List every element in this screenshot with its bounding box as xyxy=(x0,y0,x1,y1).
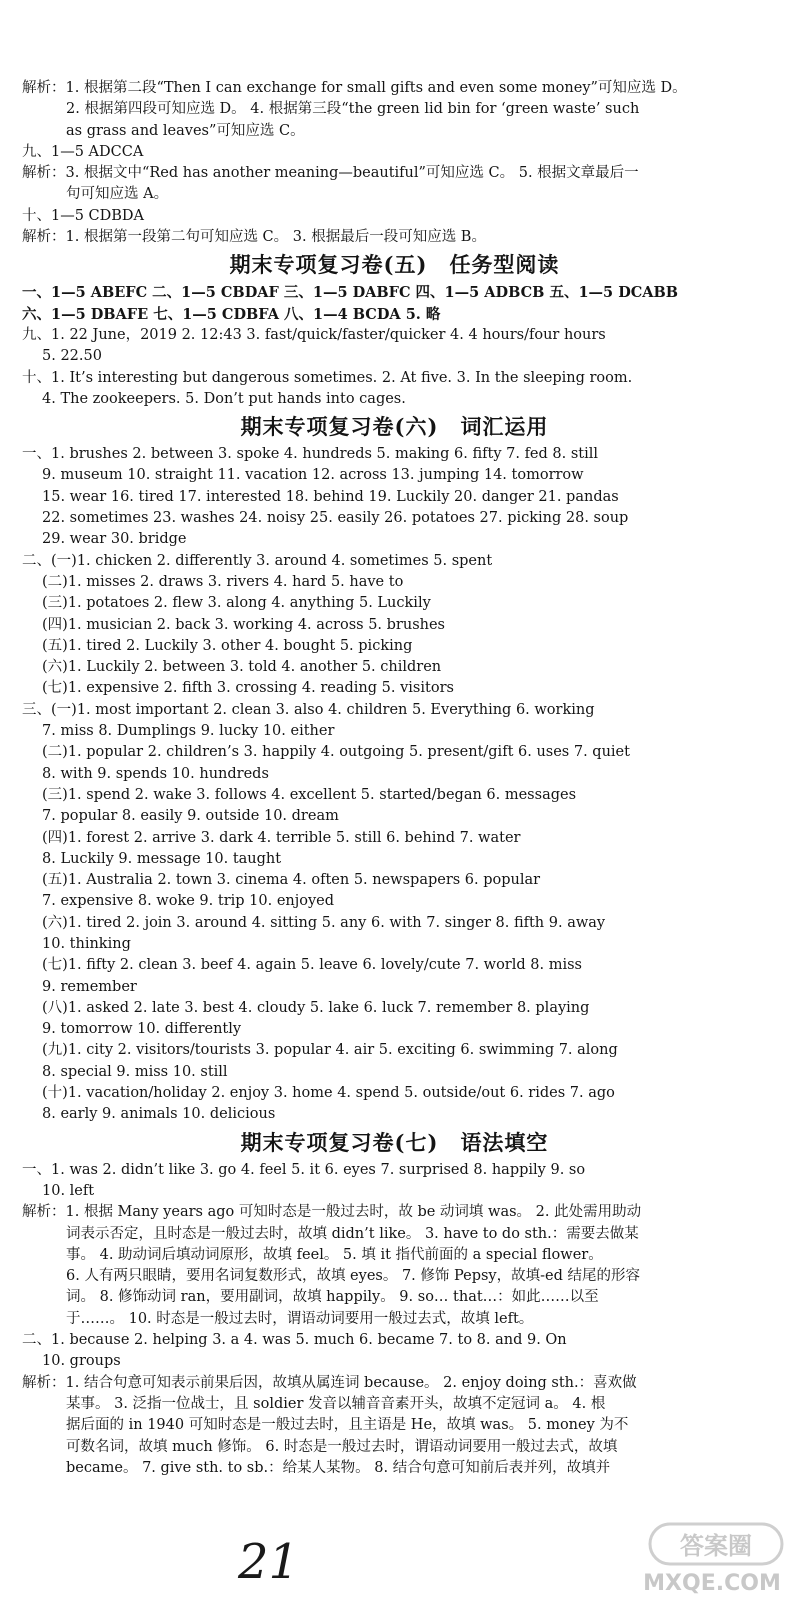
text-line: 词。 8. 修饰动词 ran，要用副词，故填 happily。 9. so… that…：如此……以至 xyxy=(66,1289,599,1306)
text-line: 据后面的 in 1940 可知时态是一般过去时，且主语是 He，故填 was。 5. money 为不 xyxy=(66,1417,629,1434)
handwritten-page-number xyxy=(232,1528,302,1588)
text-line: (五)1. Australia 2. town 3. cinema 4. often 5. newspapers 6. popular xyxy=(42,872,541,889)
text-line: (十)1. vacation/holiday 2. enjoy 3. home 4. spend 5. outside/out 6. rides 7. ago xyxy=(42,1085,615,1102)
section-heading-title: 期末专项复习卷(五) xyxy=(229,252,428,278)
text-line: 解析：1. 结合句意可知表示前果后因，故填从属连词 because。 2. enjoy doing sth.：喜欢做 xyxy=(22,1374,637,1391)
text-line: (四)1. forest 2. arrive 3. dark 4. terrible 5. still 6. behind 7. water xyxy=(42,829,521,846)
text-line: 解析：1. 根据第二段“Then I can exchange for small gifts and even some money”可知应选 D。 xyxy=(22,80,687,96)
text-line: (七)1. expensive 2. fifth 3. crossing 4. reading 5. visitors xyxy=(42,680,454,697)
text-line: 可数名词，故填 much 修饰。 6. 时态是一般过去时，谓语动词要用一般过去式，故填 xyxy=(66,1438,618,1455)
text-line: (五)1. tired 2. Luckily 3. other 4. bought 5. picking xyxy=(42,637,413,654)
handwritten-page-number-text: 21 xyxy=(238,1534,300,1588)
text-line: 九、1—5 ADCCA xyxy=(22,143,144,160)
section-heading xyxy=(22,1126,767,1160)
text-line: 词表示否定，且时态是一般过去时，故填 didn’t like。 3. have to do sth.：需要去做某 xyxy=(66,1225,639,1242)
text-line: 某事。 3. 泛指一位战士，且 soldier 发音以辅音音素开头，故填不定冠词 a。 4. 根 xyxy=(66,1395,606,1412)
text-line: 10. groups xyxy=(42,1353,121,1370)
section-heading-title: 期末专项复习卷(七) xyxy=(240,1129,439,1155)
text-line: (八)1. asked 2. late 3. best 4. cloudy 5. lake 6. luck 7. remember 8. playing xyxy=(42,999,590,1016)
section-heading-subtitle: 语法填空 xyxy=(460,1129,549,1155)
watermark-logo xyxy=(612,1518,788,1598)
section-heading-title: 期末专项复习卷(六) xyxy=(240,414,439,440)
text-line: 二、(一)1. chicken 2. differently 3. around 4. sometimes 5. spent xyxy=(22,552,493,569)
text-line: 8. early 9. animals 10. delicious xyxy=(42,1106,276,1123)
text-line: 一、1. brushes 2. between 3. spoke 4. hundreds 5. making 6. fifty 7. fed 8. still xyxy=(22,446,599,463)
section-heading-subtitle: 词汇运用 xyxy=(460,414,549,440)
text-line: (六)1. Luckily 2. between 3. told 4. another 5. children xyxy=(42,659,442,676)
section-heading xyxy=(22,248,767,282)
text-line: 10. left xyxy=(42,1182,95,1199)
text-line: 8. with 9. spends 10. hundreds xyxy=(42,765,269,782)
text-line: 7. popular 8. easily 9. outside 10. dream xyxy=(42,808,339,825)
text-line: became。 7. give sth. to sb.：给某人某物。 8. 结合句意可知前后表并列，故填并 xyxy=(66,1459,611,1476)
text-line: 于……。 10. 时态是一般过去时，谓语动词要用一般过去式，故填 left。 xyxy=(66,1310,534,1327)
text-line: 9. museum 10. straight 11. vacation 12. across 13. jumping 14. tomorrow xyxy=(42,467,584,484)
text-line: 7. miss 8. Dumplings 9. lucky 10. either xyxy=(42,723,335,740)
watermark-top-text: 答案圈 xyxy=(680,1532,752,1560)
text-line: as grass and leaves”可知应选 C。 xyxy=(66,122,305,139)
text-line: 一、1—5 ABEFC 二、1—5 CBDAF 三、1—5 DABFC 四、1—5 ADBCB 五、1—5 DCABB xyxy=(22,284,679,302)
text-line: 解析：3. 根据文中“Red has another meaning—beautiful”可知应选 C。 5. 根据文章最后一 xyxy=(22,165,639,182)
text-line: (四)1. musician 2. back 3. working 4. across 5. brushes xyxy=(42,616,445,633)
text-line: 4. The zookeepers. 5. Don’t put hands into cages. xyxy=(42,390,406,407)
text-line: 29. wear 30. bridge xyxy=(42,531,187,548)
text-line: 三、(一)1. most important 2. clean 3. also 4. children 5. Everything 6. working xyxy=(22,701,595,718)
watermark-bottom-text: MXQE.COM xyxy=(643,1571,781,1596)
text-line: (三)1. spend 2. wake 3. follows 4. excellent 5. started/began 6. messages xyxy=(42,786,577,803)
text-line: 九、1. 22 June，2019 2. 12:43 3. fast/quick/faster/quicker 4. 4 hours/four hours xyxy=(22,326,606,343)
text-line: 句可知应选 A。 xyxy=(66,186,169,203)
text-line: 10. thinking xyxy=(42,935,131,952)
text-line: (二)1. popular 2. children’s 3. happily 4. outgoing 5. present/gift 6. uses 7. quiet xyxy=(42,744,630,761)
text-line: 5. 22.50 xyxy=(42,348,102,365)
text-line: 二、1. because 2. helping 3. a 4. was 5. much 6. became 7. to 8. and 9. On xyxy=(22,1332,567,1349)
text-line: (三)1. potatoes 2. flew 3. along 4. anything 5. Luckily xyxy=(42,595,431,612)
text-line: 22. sometimes 23. washes 24. noisy 25. easily 26. potatoes 27. picking 28. soup xyxy=(42,510,629,527)
text-line: 2. 根据第四段可知应选 D。 4. 根据第三段“the green lid bin for ‘green waste’ such xyxy=(66,101,640,118)
text-line: 解析：1. 根据第一段第二句可知应选 C。 3. 根据最后一段可知应选 B。 xyxy=(22,229,486,246)
text-line: 一、1. was 2. didn’t like 3. go 4. feel 5. it 6. eyes 7. surprised 8. happily 9. so xyxy=(22,1161,586,1178)
text-line: 8. Luckily 9. message 10. taught xyxy=(42,850,282,867)
text-line: 六、1—5 DBAFE 七、1—5 CDBFA 八、1—4 BCDA 5. 略 xyxy=(22,305,441,323)
text-line: 9. remember xyxy=(42,978,137,995)
text-line: 8. special 9. miss 10. still xyxy=(42,1063,228,1080)
text-line: 十、1. It’s interesting but dangerous sometimes. 2. At five. 3. In the sleeping room. xyxy=(22,369,633,386)
text-line: (二)1. misses 2. draws 3. rivers 4. hard 5. have to xyxy=(42,573,404,590)
text-line: 9. tomorrow 10. differently xyxy=(42,1021,242,1038)
text-line: 6. 人有两只眼睛，要用名词复数形式，故填 eyes。 7. 修饰 Pepsy，故填-ed 结尾的形容 xyxy=(66,1268,640,1285)
text-line: 解析：1. 根据 Many years ago 可知时态是一般过去时，故 be 动词填 was。 2. 此处需用助动 xyxy=(22,1204,642,1221)
text-line: (七)1. fifty 2. clean 3. beef 4. again 5. leave 6. lovely/cute 7. world 8. miss xyxy=(42,957,582,974)
text-line: 7. expensive 8. woke 9. trip 10. enjoyed xyxy=(42,893,335,910)
text-line: 十、1—5 CDBDA xyxy=(22,207,145,224)
text-line: 15. wear 16. tired 17. interested 18. behind 19. Luckily 20. danger 21. pandas xyxy=(42,488,619,505)
section-heading xyxy=(22,410,767,444)
text-line: (六)1. tired 2. join 3. around 4. sitting 5. any 6. with 7. singer 8. fifth 9. away xyxy=(42,914,606,931)
section-heading-subtitle: 任务型阅读 xyxy=(449,252,560,278)
text-line: 事。 4. 助动词后填动词原形，故填 feel。 5. 填 it 指代前面的 a special flower。 xyxy=(66,1246,603,1263)
text-line: (九)1. city 2. visitors/tourists 3. popular 4. air 5. exciting 6. swimming 7. along xyxy=(42,1042,618,1059)
